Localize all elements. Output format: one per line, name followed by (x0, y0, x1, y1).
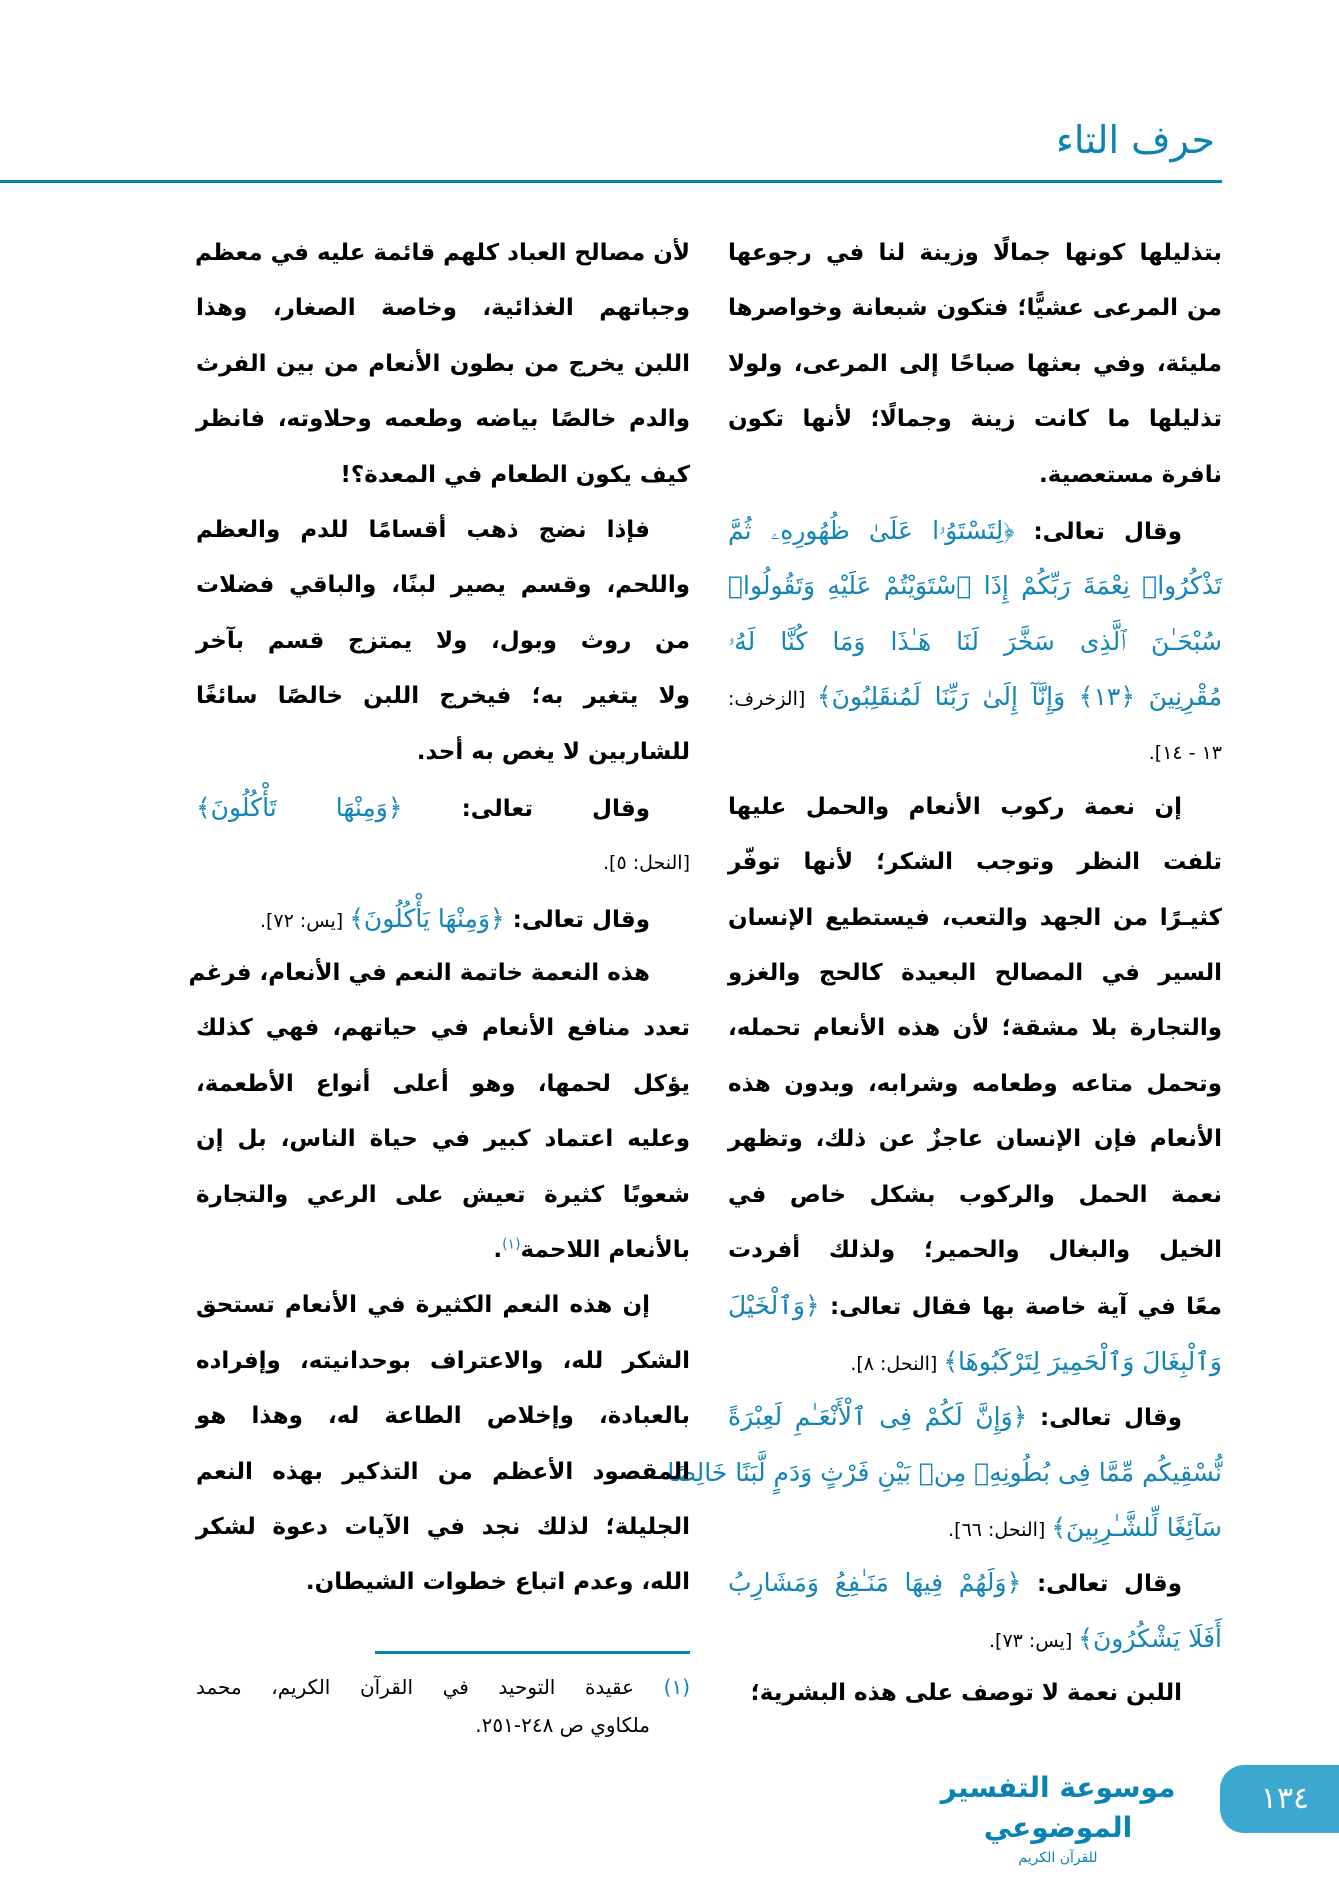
footnote-text: عقيدة التوحيد في القرآن الكريم، محمد (196, 1675, 664, 1699)
footnote-marker[interactable]: (١) (502, 1236, 521, 1253)
text-line (728, 1611, 1222, 1666)
text-line (196, 226, 690, 281)
logo-title: موسوعة التفسير الموضوعي (940, 1771, 1176, 1844)
body-text: وقال تعالى: (1021, 1571, 1182, 1598)
text-line (728, 1001, 1222, 1056)
footnote-text-line2: ملكاوي ص ٢٤٨-٢٥١. (475, 1713, 650, 1737)
text-line (728, 1500, 1222, 1555)
logo-subtitle: للقرآن الكريم (1018, 1850, 1098, 1866)
body-text: فإذا نضج ذهب أقسامًا للدم والعظم (196, 516, 650, 543)
body-text: المقصود الأعظم من التذكير بهذه النعم (196, 1458, 690, 1485)
text-line (188, 946, 690, 1001)
text-column-right (667, 226, 1222, 1722)
verse-reference: ١٣ - ١٤]. (1148, 741, 1222, 764)
text-line (728, 835, 1222, 890)
footnote (196, 1668, 690, 1744)
body-text: والدم خالصًا بياضه وطعمه وحلاوته، فانظر (196, 406, 690, 433)
text-line (196, 891, 690, 946)
body-text: وجباتهم الغذائية، وخاصة الصغار، وهذا (196, 295, 690, 322)
header-divider (0, 180, 1222, 183)
quran-verse: ﴿وَمِنْهَا تَأْكُلُونَ﴾ (196, 792, 403, 822)
quran-verse: سُبْحَـٰنَ ٱلَّذِى سَخَّرَ لَنَا هَـٰذَا وَمَا كُنَّا لَهُۥ (728, 626, 1222, 656)
body-text: وقال تعالى: (1014, 518, 1183, 545)
footnote-divider (375, 1651, 690, 1654)
text-line (196, 835, 690, 890)
body-text: اللبن يخرج من بطون الأنعام من بين الفرث (196, 350, 690, 377)
text-line (196, 669, 690, 724)
body-text: هذه النعمة خاتمة النعم في الأنعام، فرغم (188, 960, 650, 987)
body-text: الخيل والبغال والحمير؛ ولذلك أفردت (728, 1237, 1222, 1264)
verse-reference: [النحل: ٦٦]. (948, 1518, 1052, 1541)
body-text: بالعبادة، وإخلاص الطاعة له، وهذا هو (196, 1403, 690, 1430)
verse-reference: [يس: ٧٣]. (989, 1629, 1079, 1652)
text-line (728, 1278, 1222, 1333)
text-line (728, 1666, 1222, 1721)
body-text: تلفت النظر وتوجب الشكر؛ لأنها توفّر (728, 849, 1222, 876)
text-line (728, 1223, 1222, 1278)
body-text: لأن مصالح العباد كلهم قائمة عليه في معظم (194, 240, 690, 266)
body-text: إن هذه النعم الكثيرة في الأنعام تستحق (196, 1292, 650, 1319)
body-text: بتذليلها كونها جمالًا وزينة لنا في رجوعها (728, 240, 1222, 266)
body-text: يؤكل لحمها، وهو أعلى أنواع الأطعمة، (196, 1070, 690, 1097)
text-line (196, 448, 690, 503)
body-text: وعليه اعتماد كبير في حياة الناس، بل إن (196, 1126, 690, 1153)
text-line (196, 1112, 690, 1167)
text-line (196, 1001, 690, 1056)
text-line (196, 558, 690, 613)
body-text: والتجارة بلا مشقة؛ لأن هذه الأنعام تحمله، (728, 1015, 1222, 1042)
body-text: واللحم، وقسم يصير لبنًا، والباقي فضلات (196, 572, 690, 599)
text-line (728, 946, 1222, 1001)
text-line (196, 1057, 690, 1112)
verse-reference: [النحل: ٨]. (850, 1352, 944, 1375)
body-text: الله، وعدم اتباع خطوات الشيطان. (305, 1569, 690, 1596)
text-line (728, 1168, 1222, 1223)
text-line (728, 448, 1222, 503)
quran-verse: تَذْكُرُوا۟ نِعْمَةَ رَبِّكُمْ إِذَا ٱسْتَوَيْتُمْ عَلَيْهِ وَتَقُولُوا۟ (728, 571, 1222, 601)
text-line (728, 503, 1222, 558)
footnote-number: (١) (663, 1675, 690, 1699)
text-line (196, 614, 690, 669)
quran-verse: وَٱلْبِغَالَ وَٱلْحَمِيرَ لِتَرْكَبُوهَا﴾ (943, 1346, 1222, 1376)
body-text: . (493, 1237, 503, 1264)
text-line (196, 780, 690, 835)
text-line (728, 1112, 1222, 1167)
text-line (196, 503, 690, 558)
body-text: وقال تعالى: (1027, 1405, 1182, 1432)
verse-reference: [الزخرف: (728, 688, 818, 711)
body-text: كثيـرًا من الجهد والتعب، فيستطيع الإنسان (728, 904, 1222, 931)
text-line (196, 725, 690, 780)
body-text: تعدد منافع الأنعام في حياتهم، فهي كذلك (196, 1015, 690, 1042)
text-line (196, 1555, 690, 1610)
quran-verse: ﴿وَلَهُمْ فِيهَا مَنَـٰفِعُ وَمَشَارِبُ (728, 1568, 1022, 1598)
body-text: نعمة الحمل والركوب بشكل خاص في (728, 1181, 1222, 1208)
body-text: الشكر لله، والاعتراف بوحدانيته، وإفراده (196, 1347, 690, 1374)
text-line (728, 281, 1222, 336)
text-line (196, 1334, 690, 1389)
body-text: تذليلها ما كانت زينة وجمالًا؛ لأنها تكون (728, 406, 1222, 433)
body-text: مليئة، وفي بعثها صباحًا إلى المرعى، ولولا (728, 350, 1222, 377)
text-line (728, 780, 1222, 835)
body-text: الجليلة؛ لذلك نجد في الآيات دعوة لشكر (196, 1513, 690, 1540)
quran-verse: ﴿وَإِنَّ لَكُمْ فِى ٱلْأَنْعَـٰمِ لَعِبْرَةً (728, 1402, 1028, 1432)
body-text: السير في المصالح البعيدة كالحج والغزو (728, 960, 1222, 987)
body-text: معًا في آية خاصة بها فقال تعالى: (819, 1294, 1222, 1321)
body-text: للشاربين لا يغص به أحد. (416, 738, 690, 765)
text-line (196, 1223, 690, 1278)
body-text: شعوبًا كثيرة تعيش على الرعي والتجارة (196, 1181, 690, 1208)
text-line (196, 1168, 690, 1223)
text-line (728, 1057, 1222, 1112)
text-line (728, 891, 1222, 946)
text-column-left (188, 226, 690, 1611)
book-logo (933, 1768, 1183, 1868)
body-text: من المرعى عشيًّا؛ فتكون شبعانة وخواصرها (728, 295, 1222, 322)
body-text: من روث وبول، ولا يمتزج قسم بآخر (196, 627, 690, 654)
text-line (728, 392, 1222, 447)
chapter-title: حرف التاء (1056, 118, 1215, 162)
text-line (728, 558, 1222, 613)
quran-verse: أَفَلَا يَشْكُرُونَ﴾ (1078, 1623, 1222, 1653)
verse-reference: [النحل: ٥]. (603, 852, 690, 875)
text-line (667, 1445, 1222, 1500)
text-line (728, 669, 1222, 724)
body-text: وقال تعالى: (504, 906, 650, 933)
text-line (728, 337, 1222, 392)
text-line (728, 226, 1222, 281)
page-number-badge: ١٣٤ (1220, 1765, 1339, 1833)
body-text: كيف يكون الطعام في المعدة؟! (340, 461, 690, 488)
text-line (196, 1445, 690, 1500)
text-line (728, 1334, 1222, 1389)
quran-verse: مُقْرِنِينَ ﴿١٣﴾ وَإِنَّآ إِلَىٰ رَبِّنَا لَمُنقَلِبُونَ﴾ (817, 682, 1222, 712)
text-line (728, 1555, 1222, 1610)
body-text: إن نعمة ركوب الأنعام والحمل عليها (728, 793, 1182, 820)
body-text: وقال تعالى: (402, 795, 651, 822)
quran-verse: ﴿وَمِنْهَا يَأْكُلُونَ﴾ (349, 903, 505, 933)
text-line (196, 1389, 690, 1444)
verse-reference: [يس: ٧٢]. (259, 909, 350, 932)
text-line (728, 1389, 1222, 1444)
text-line (196, 337, 690, 392)
text-line (728, 614, 1222, 669)
text-line (196, 1278, 690, 1333)
body-text: بالأنعام اللاحمة (520, 1237, 690, 1264)
body-text: ولا يتغير به؛ فيخرج اللبن خالصًا سائغًا (196, 683, 690, 710)
text-line (728, 725, 1222, 780)
body-text: الأنعام فإن الإنسان عاجزٌ عن ذلك، وتظهر (728, 1126, 1222, 1153)
text-line (196, 392, 690, 447)
body-text: اللبن نعمة لا توصف على هذه البشرية؛ (750, 1680, 1182, 1707)
text-line (196, 1500, 690, 1555)
body-text: وتحمل متاعه وطعامه وشرابه، وبدون هذه (728, 1070, 1222, 1097)
quran-verse: ﴿وَٱلْخَيْلَ (728, 1291, 820, 1321)
text-line (196, 281, 690, 336)
quran-verse: نُّسْقِيكُم مِّمَّا فِى بُطُونِهِۦ مِنۢ بَيْنِ فَرْثٍ وَدَمٍ لَّبَنًا خَالِصًا (667, 1457, 1222, 1487)
quran-verse: سَآئِغًا لِّلشَّـٰرِبِينَ﴾ (1051, 1512, 1222, 1542)
quran-verse: ﴿لِتَسْتَوُۥا عَلَىٰ ظُهُورِهِۦ ثُمَّ (728, 515, 1015, 545)
body-text: نافرة مستعصية. (1039, 461, 1222, 488)
